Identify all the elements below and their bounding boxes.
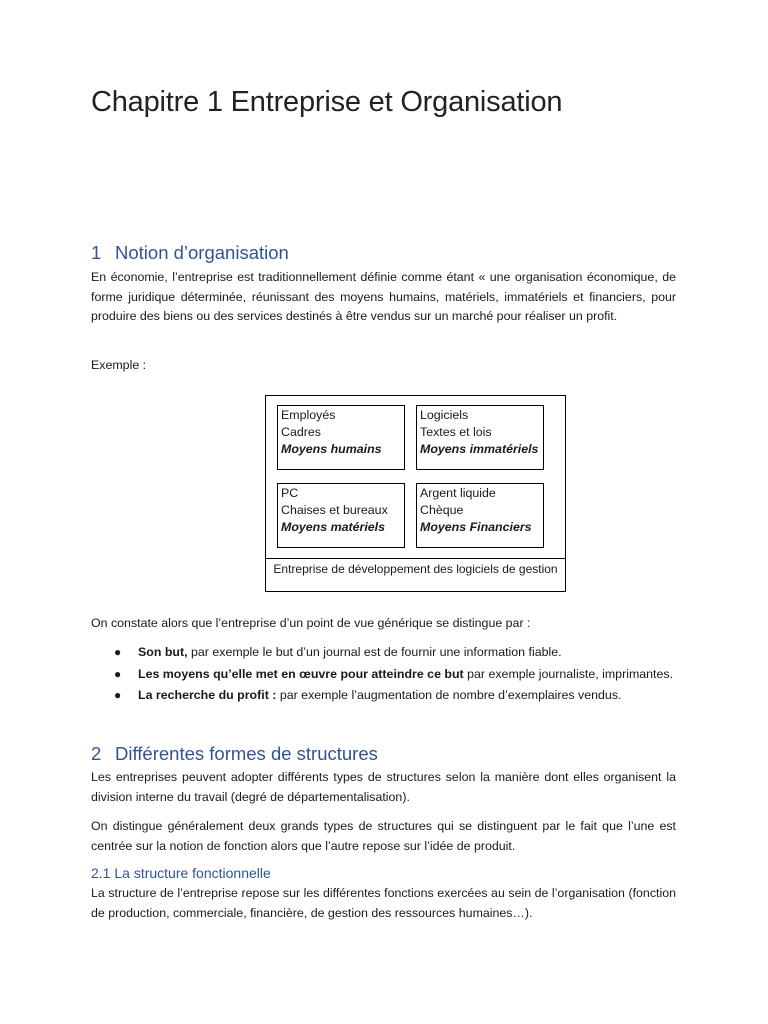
- diagram-cell-materiels: [277, 483, 405, 548]
- bullet-list: [91, 643, 676, 708]
- generic-intro: On constate alors que l’entreprise d’un point de vue générique se distingue par :: [91, 616, 531, 630]
- diagram-cell-line: Textes et lois: [420, 425, 492, 439]
- section-2-number: 2: [91, 743, 102, 764]
- diagram-cell-line: Chaises et bureaux: [281, 503, 388, 517]
- section-2-title: Différentes formes de structures: [115, 743, 378, 764]
- diagram-cell-line: Cadres: [281, 425, 321, 439]
- chapter-title: Chapitre 1 Entreprise et Organisation: [91, 86, 563, 118]
- section-2-paragraph-2: On distingue généralement deux grands types de structures qui se distinguent par le fait que l’une est centrée sur la notion de fonction alors que l’autre repose sur l’idée de produit.: [91, 819, 676, 853]
- diagram-cell-title: Moyens humains: [281, 442, 382, 456]
- bullet-bold: La recherche du profit :: [138, 688, 277, 702]
- list-item: [91, 686, 676, 706]
- diagram-cell-line: Logiciels: [420, 408, 469, 422]
- bullet-text: par exemple journaliste, imprimantes.: [463, 666, 674, 681]
- diagram-cell-immateriels: [416, 405, 544, 470]
- section-2-1-paragraph: La structure de l’entreprise repose sur les différentes fonctions exercées au sein de l’organisation (fonction de production, commerciale, financière, de gestion des ressources humaines…).: [91, 886, 676, 920]
- example-label: Exemple :: [91, 358, 147, 372]
- diagram-cell-financiers: [416, 483, 544, 548]
- diagram-cell-line: Argent liquide: [420, 486, 496, 500]
- section-2-1-heading: 2.1 La structure fonctionnelle: [91, 865, 271, 881]
- diagram-cell-line: Employés: [281, 408, 336, 422]
- bullet-text: par exemple le but d’un journal est de fournir une information fiable.: [187, 645, 562, 659]
- list-item: [91, 665, 676, 685]
- diagram-divider: [266, 558, 565, 559]
- bullet-icon: ●: [114, 645, 122, 659]
- diagram-cell-title: Moyens Financiers: [420, 520, 532, 534]
- bullet-bold: Les moyens qu’elle met en œuvre pour atteindre ce but: [138, 666, 464, 681]
- diagram-caption: Entreprise de développement des logiciels de gestion: [273, 562, 558, 576]
- section-1-title: Notion d’organisation: [115, 242, 289, 263]
- bullet-text: par exemple l’augmentation de nombre d’exemplaires vendus.: [276, 688, 622, 702]
- bullet-bold: Son but,: [138, 645, 188, 659]
- section-1-heading: [91, 242, 676, 264]
- bullet-icon: ●: [114, 688, 122, 702]
- diagram-cell-line: Chèque: [420, 503, 464, 517]
- list-item: [91, 643, 676, 663]
- bullet-icon: ●: [114, 666, 122, 681]
- section-1-paragraph: En économie, l’entreprise est traditionnellement définie comme étant « une organisation économique, de forme juridique déterminée, réunissant des moyens humains, matériels, immatériels et financiers, pour produire des biens ou des services destinés à être vendus sur un marché pour réaliser un profit.: [91, 270, 676, 323]
- enterprise-diagram: [265, 395, 566, 592]
- diagram-cell-title: Moyens matériels: [281, 520, 385, 534]
- diagram-cell-line: PC: [281, 486, 299, 500]
- section-1-number: 1: [91, 242, 102, 263]
- diagram-cell-title: Moyens immatériels: [420, 442, 539, 456]
- diagram-cell-humains: [277, 405, 405, 470]
- section-2-paragraph-1: Les entreprises peuvent adopter différents types de structures selon la manière dont elles organisent la division interne du travail (degré de départementalisation).: [91, 770, 676, 804]
- section-2-heading: [91, 743, 676, 765]
